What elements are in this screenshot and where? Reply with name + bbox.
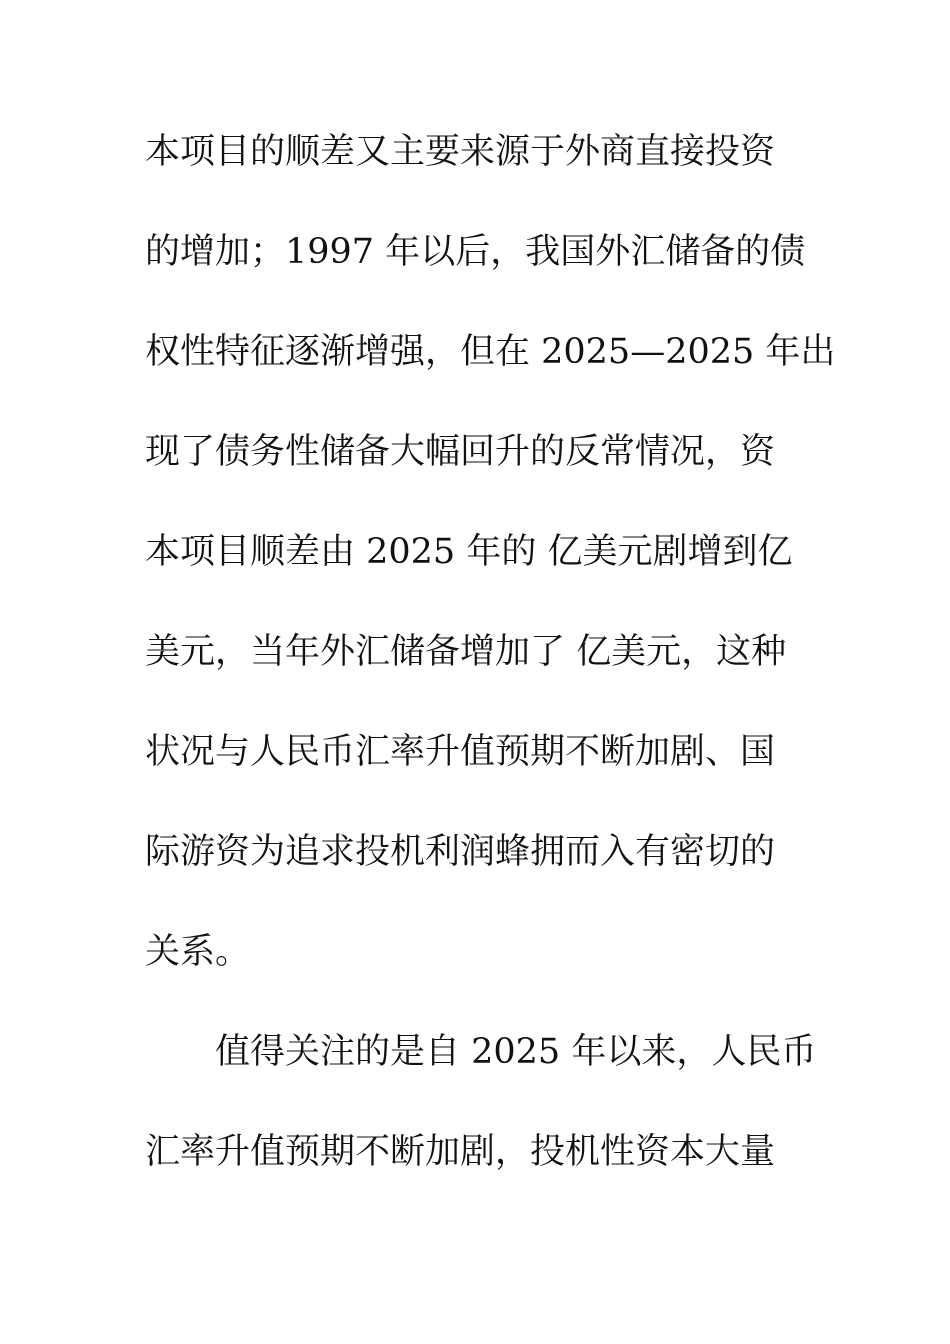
text-line-5: 本项目顺差由 2025 年的 亿美元剧增到亿 xyxy=(145,532,793,572)
text-line-10: 值得关注的是自 2025 年以来，人民币 xyxy=(215,1032,817,1072)
text-line-8: 际游资为追求投机利润蜂拥而入有密切的 xyxy=(145,832,776,872)
text-line-3: 权性特征逐渐增强，但在 2025—2025 年出 xyxy=(145,332,836,372)
text-line-1: 本项目的顺差又主要来源于外商直接投资 xyxy=(145,132,776,172)
text-line-6: 美元，当年外汇储备增加了 亿美元，这种 xyxy=(145,632,787,672)
text-line-2: 的增加；1997 年以后，我国外汇储备的债 xyxy=(145,232,806,272)
text-line-11: 汇率升值预期不断加剧，投机性资本大量 xyxy=(145,1132,776,1172)
text-line-7: 状况与人民币汇率升值预期不断加剧、国 xyxy=(145,732,776,772)
text-line-4: 现了债务性储备大幅回升的反常情况，资 xyxy=(145,432,776,472)
text-line-9: 关系。 xyxy=(145,932,251,972)
